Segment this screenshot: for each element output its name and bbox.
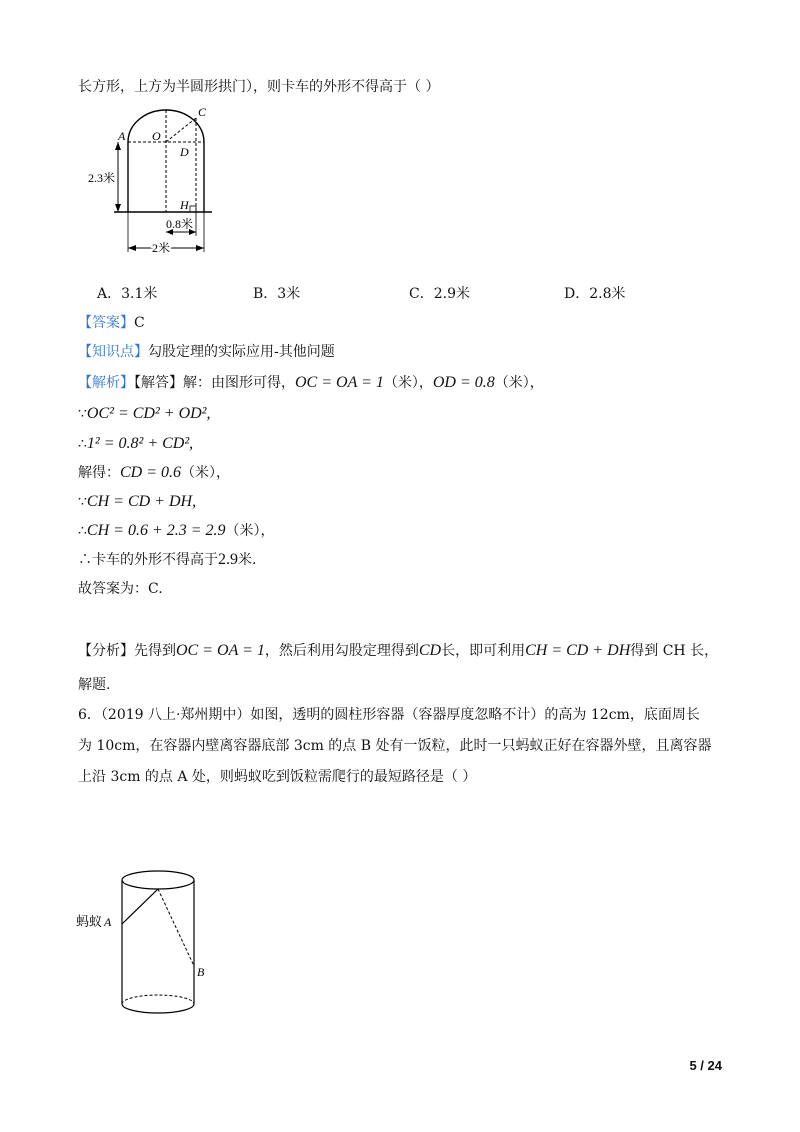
dim-small-label: 0.8米 xyxy=(166,217,194,231)
fenxi-line-1: 【分析】先得到OC = OA = 1，然后利用勾股定理得到CD长，即可利用CH = CD + DH得到 CH 长， xyxy=(78,642,719,659)
knowledge-tag: 【知识点】 xyxy=(78,344,148,360)
fenxi-tag: 【分析】 xyxy=(78,643,134,659)
answer-line xyxy=(78,313,145,333)
analysis-line-8: 故答案为：C. xyxy=(78,581,163,597)
analysis-line-2: ∵OC² = CD² + OD², xyxy=(78,405,211,422)
analysis-line-4: 解得：CD = 0.6（米）， xyxy=(78,464,231,481)
label-O: O xyxy=(152,129,161,143)
answer-value: C xyxy=(134,315,145,331)
label-A: A xyxy=(118,129,126,143)
label-A: A xyxy=(104,915,112,929)
analysis-line-5: ∵CH = CD + DH, xyxy=(78,493,197,510)
option-C: C．2.9米 xyxy=(409,286,470,302)
q6-line-1: 6．（2019 八上·郑州期中）如图，透明的圆柱形容器（容器厚度忽略不计）的高为 12cm，底面周长 xyxy=(78,707,700,723)
option-D: D．2.8米 xyxy=(564,286,626,302)
answer-tag: 【答案】 xyxy=(78,315,134,331)
analysis-line-1: 【解析】【解答】解：由图形可得，OC = OA = 1（米），OD = 0.8（米）， xyxy=(78,374,544,391)
label-D: D xyxy=(180,145,189,159)
option-A: A．3.1米 xyxy=(97,286,158,302)
ant-label: 蚂蚁 xyxy=(76,914,103,929)
analysis-line-3: ∴1² = 0.8² + CD², xyxy=(78,435,194,452)
label-C: C xyxy=(198,105,207,119)
label-H: H xyxy=(180,198,189,212)
analysis-line-6: ∴CH = 0.6 + 2.3 = 2.9（米）， xyxy=(78,522,275,539)
dim-width-label: 2米 xyxy=(152,241,171,255)
arch-figure xyxy=(88,100,228,260)
knowledge-value: 勾股定理的实际应用-其他问题 xyxy=(148,344,335,360)
q6-line-3: 上沿 3cm 的点 A 处，则蚂蚁吃到饭粒需爬行的最短路径是（ ） xyxy=(78,769,477,785)
q6-line-2: 为 10cm，在容器内壁离容器底部 3cm 的点 B 处有一饭粒，此时一只蚂蚁正好在容器外壁，且离容器 xyxy=(78,738,712,754)
label-B: B xyxy=(197,965,205,979)
option-B: B．3米 xyxy=(253,286,301,302)
knowledge-line xyxy=(78,342,335,362)
fenxi-line-2: 解题. xyxy=(78,677,111,693)
analysis-line-7: ∴卡车的外形不得高于2.9米. xyxy=(78,551,257,568)
page-number: 5 / 24 xyxy=(689,1058,722,1073)
analysis-tag: 【解析】 xyxy=(78,375,134,391)
cylinder-figure xyxy=(76,862,236,1032)
question-text-continued: 长方形，上方为半圆形拱门），则卡车的外形不得高于（ ） xyxy=(78,79,440,95)
dim-height-label: 2.3米 xyxy=(88,171,116,185)
